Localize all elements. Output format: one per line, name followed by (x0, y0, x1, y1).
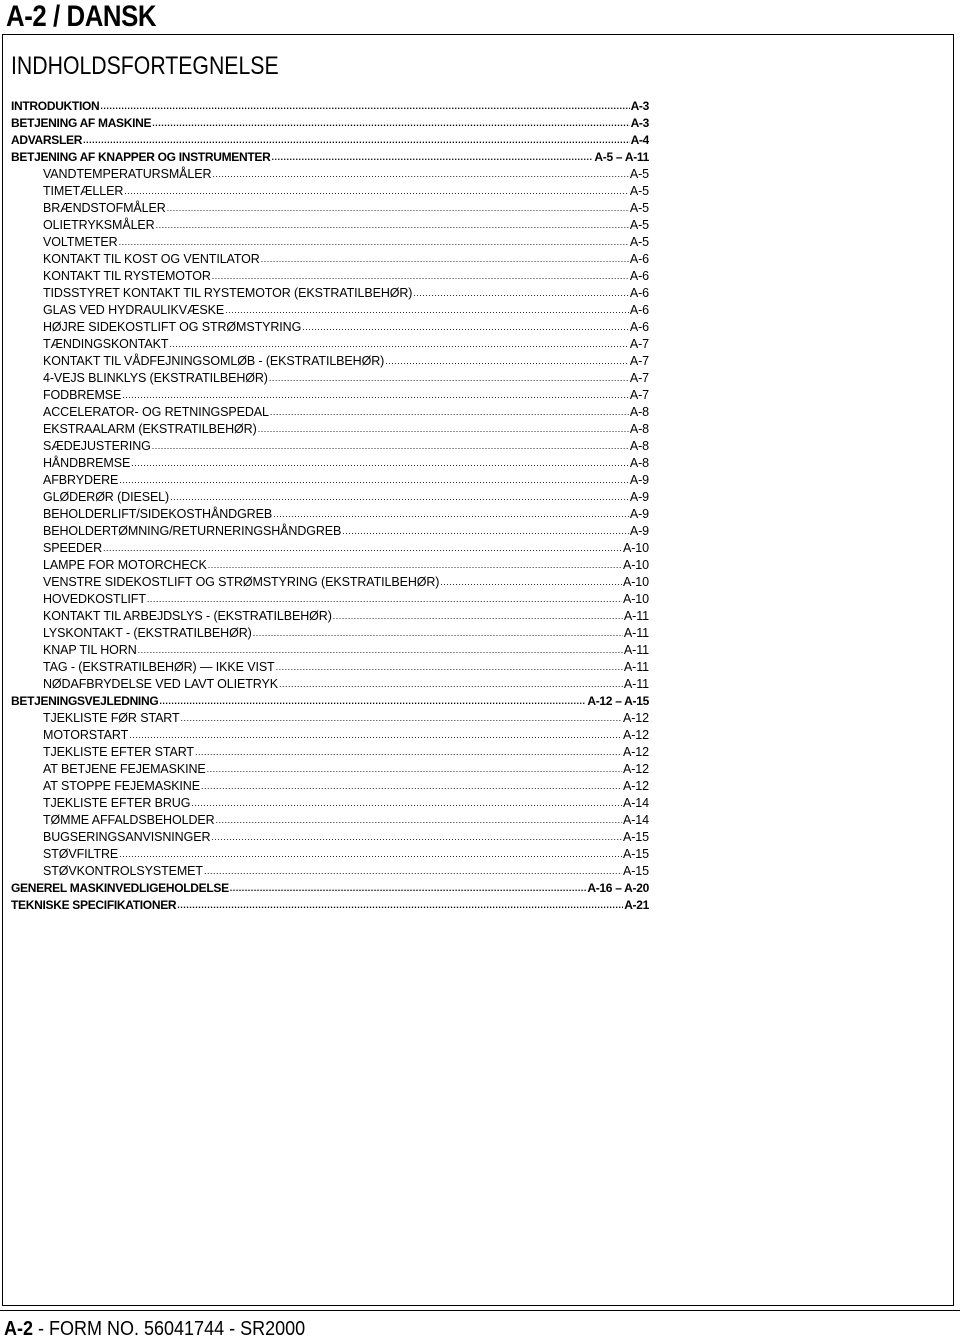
toc-entry-page: A-10 (622, 558, 649, 572)
toc-entry-title: BETJENING AF MASKINE (11, 116, 152, 130)
toc-leader-dots (211, 829, 622, 846)
toc-entry[interactable] (11, 540, 649, 557)
toc-entry-page: A-10 (622, 575, 649, 589)
toc-entry-title: TIMETÆLLER (43, 184, 124, 198)
toc-leader-dots (333, 608, 623, 625)
toc-entry-page: A-7 (629, 388, 649, 402)
toc-entry-page: A-12 (622, 711, 649, 725)
toc-entry-title: AFBRYDERE (43, 473, 119, 487)
toc-entry-title: GENEREL MASKINVEDLIGEHOLDELSE (11, 881, 229, 895)
toc-entry-title: ACCELERATOR- OG RETNINGSPEDAL (43, 405, 269, 419)
toc-entry-title: BRÆNDSTOFMÅLER (43, 201, 166, 215)
toc-entry-page: A-5 (629, 218, 649, 232)
toc-entry-title: TIDSSTYRET KONTAKT TIL RYSTEMOTOR (EKSTRATILBEHØR) (43, 286, 413, 300)
toc-entry[interactable] (11, 98, 649, 115)
toc-leader-dots (138, 642, 623, 659)
toc-entry[interactable] (11, 778, 649, 795)
toc-entry[interactable] (11, 710, 649, 727)
toc-entry-title: STØVFILTRE (43, 847, 119, 861)
toc-entry[interactable] (11, 336, 649, 353)
toc-entry[interactable] (11, 506, 649, 523)
toc-entry-title: KONTAKT TIL RYSTEMOTOR (43, 269, 211, 283)
toc-entry[interactable] (11, 251, 649, 268)
toc-entry[interactable] (11, 200, 649, 217)
toc-leader-dots (159, 693, 586, 710)
toc-entry-title: SÆDEJUSTERING (43, 439, 151, 453)
toc-entry-page: A-15 (622, 864, 649, 878)
toc-entry-page: A-14 (622, 813, 649, 827)
toc-entry-page: A-5 (629, 167, 649, 181)
toc-leader-dots (181, 710, 622, 727)
toc-leader-dots (385, 353, 629, 370)
toc-entry-page: A-12 (622, 762, 649, 776)
toc-entry-page: A-5 (629, 235, 649, 249)
toc-leader-dots (230, 880, 587, 897)
toc-entry-title: GLAS VED HYDRAULIKVÆSKE (43, 303, 225, 317)
toc-entry[interactable] (11, 880, 649, 897)
toc-leader-dots (119, 234, 629, 251)
toc-entry-page: A-6 (629, 252, 649, 266)
toc-entry[interactable] (11, 693, 649, 710)
toc-entry[interactable] (11, 285, 649, 302)
toc-leader-dots (170, 489, 629, 506)
table-of-contents (11, 98, 649, 914)
toc-leader-dots (195, 744, 622, 761)
toc-entry[interactable] (11, 846, 649, 863)
toc-entry-page: A-9 (629, 473, 649, 487)
toc-entry-page: A-15 (622, 830, 649, 844)
toc-entry-title: STØVKONTROLSYSTEMET (43, 864, 203, 878)
toc-entry[interactable] (11, 404, 649, 421)
toc-entry-page: A-10 (622, 592, 649, 606)
toc-entry[interactable] (11, 676, 649, 693)
toc-leader-dots (261, 251, 629, 268)
toc-entry-page: A-11 (623, 660, 649, 674)
toc-entry[interactable] (11, 115, 649, 132)
toc-entry-page: A-12 (622, 728, 649, 742)
toc-entry-title: 4-VEJS BLINKLYS (EKSTRATILBEHØR) (43, 371, 268, 385)
toc-entry[interactable] (11, 234, 649, 251)
toc-entry-page: A-7 (629, 371, 649, 385)
toc-leader-dots (271, 149, 593, 166)
page-footer (4, 1318, 305, 1341)
toc-entry[interactable] (11, 863, 649, 880)
toc-entry[interactable] (11, 795, 649, 812)
toc-entry-title: FODBREMSE (43, 388, 122, 402)
toc-leader-dots (204, 863, 622, 880)
toc-entry-title: BEHOLDERTØMNING/RETURNERINGSHÅNDGREB (43, 524, 342, 538)
toc-entry-title: ADVARSLER (11, 133, 83, 147)
toc-leader-dots (191, 795, 622, 812)
toc-entry[interactable] (11, 642, 649, 659)
toc-entry-page: A-21 (624, 898, 649, 912)
toc-entry[interactable] (11, 744, 649, 761)
toc-leader-dots (119, 472, 629, 489)
toc-leader-dots (273, 506, 629, 523)
toc-entry-title: VANDTEMPERATURSMÅLER (43, 167, 212, 181)
toc-entry[interactable] (11, 608, 649, 625)
toc-entry-page: A-8 (629, 422, 649, 436)
toc-entry[interactable] (11, 727, 649, 744)
toc-leader-dots (413, 285, 628, 302)
toc-entry[interactable] (11, 319, 649, 336)
toc-leader-dots (216, 812, 622, 829)
toc-entry-page: A-7 (629, 354, 649, 368)
toc-entry[interactable] (11, 149, 649, 166)
toc-leader-dots (440, 574, 622, 591)
toc-entry-page: A-3 (630, 116, 649, 130)
toc-entry-title: KONTAKT TIL ARBEJDSLYS - (EKSTRATILBEHØR) (43, 609, 332, 623)
toc-entry-page: A-12 (622, 779, 649, 793)
toc-entry-page: A-6 (629, 320, 649, 334)
toc-entry-page: A-14 (622, 796, 649, 810)
toc-entry-title: TAG - (EKSTRATILBEHØR) — IKKE VIST (43, 660, 275, 674)
toc-entry[interactable] (11, 370, 649, 387)
toc-entry-title: VENSTRE SIDEKOSTLIFT OG STRØMSTYRING (EKSTRATILBEHØR) (43, 575, 440, 589)
toc-entry-title: LAMPE FOR MOTORCHECK (43, 558, 207, 572)
toc-entry-title: VOLTMETER (43, 235, 118, 249)
toc-entry[interactable] (11, 472, 649, 489)
toc-entry-page: A-7 (629, 337, 649, 351)
toc-entry-title: TÆNDINGSKONTAKT (43, 337, 169, 351)
toc-leader-dots (276, 659, 623, 676)
toc-entry-title: BEHOLDERLIFT/SIDEKOSTHÅNDGREB (43, 507, 273, 521)
toc-entry[interactable] (11, 523, 649, 540)
toc-entry[interactable] (11, 455, 649, 472)
toc-entry-title: OLIETRYKSMÅLER (43, 218, 155, 232)
toc-entry-page: A-9 (629, 524, 649, 538)
toc-entry-page: A-3 (630, 99, 649, 113)
toc-entry-page: A-8 (629, 456, 649, 470)
toc-entry-page: A-15 (622, 847, 649, 861)
toc-entry-page: A-16 – A-20 (587, 881, 649, 895)
toc-entry[interactable] (11, 897, 649, 914)
toc-entry[interactable] (11, 829, 649, 846)
toc-entry-page: A-4 (630, 133, 649, 147)
toc-entry-page: A-11 (623, 643, 649, 657)
toc-entry[interactable] (11, 489, 649, 506)
toc-leader-dots (152, 115, 629, 132)
toc-leader-dots (207, 761, 622, 778)
toc-entry-title: GLØDERØR (DIESEL) (43, 490, 170, 504)
toc-entry-page: A-12 – A-15 (587, 694, 649, 708)
footer-rule (0, 1310, 960, 1311)
toc-entry[interactable] (11, 183, 649, 200)
toc-leader-dots (177, 897, 623, 914)
toc-entry-title: SPEEDER (43, 541, 103, 555)
toc-title: INDHOLDSFORTEGNELSE (11, 52, 279, 80)
toc-entry[interactable] (11, 353, 649, 370)
toc-entry-page: A-6 (629, 303, 649, 317)
toc-entry-title: BETJENINGSVEJLEDNING (11, 694, 159, 708)
toc-entry-title: KNAP TIL HORN (43, 643, 137, 657)
toc-entry-page: A-8 (629, 405, 649, 419)
toc-leader-dots (258, 421, 629, 438)
toc-entry-title: KONTAKT TIL KOST OG VENTILATOR (43, 252, 260, 266)
toc-leader-dots (129, 727, 622, 744)
toc-entry[interactable] (11, 302, 649, 319)
toc-entry[interactable] (11, 557, 649, 574)
toc-entry-title: BUGSERINGSANVISNINGER (43, 830, 211, 844)
toc-entry-title: TJEKLISTE FØR START (43, 711, 180, 725)
toc-entry-page: A-5 (629, 184, 649, 198)
toc-leader-dots (270, 404, 629, 421)
toc-entry-page: A-11 (623, 609, 649, 623)
toc-leader-dots (83, 132, 629, 149)
toc-entry[interactable] (11, 812, 649, 829)
toc-entry-title: TEKNISKE SPECIFIKATIONER (11, 898, 177, 912)
toc-leader-dots (225, 302, 629, 319)
footer-form-number: - FORM NO. 56041744 - SR2000 (33, 1318, 306, 1340)
toc-entry[interactable] (11, 421, 649, 438)
toc-entry-page: A-9 (629, 490, 649, 504)
toc-leader-dots (152, 438, 629, 455)
toc-entry[interactable] (11, 217, 649, 234)
toc-entry[interactable] (11, 132, 649, 149)
toc-entry-page: A-11 (623, 626, 649, 640)
toc-entry-title: HÅNDBREMSE (43, 456, 131, 470)
toc-leader-dots (169, 336, 628, 353)
toc-entry-page: A-12 (622, 745, 649, 759)
toc-entry[interactable] (11, 268, 649, 285)
page-header-title: A-2 / DANSK (6, 0, 157, 33)
toc-entry-title: MOTORSTART (43, 728, 129, 742)
toc-entry-title: TJEKLISTE EFTER BRUG (43, 796, 191, 810)
toc-entry-page: A-5 – A-11 (594, 150, 649, 164)
toc-leader-dots (201, 778, 622, 795)
toc-leader-dots (122, 387, 629, 404)
toc-entry[interactable] (11, 574, 649, 591)
toc-entry[interactable] (11, 387, 649, 404)
toc-entry-title: HOVEDKOSTLIFT (43, 592, 146, 606)
toc-leader-dots (100, 98, 629, 115)
toc-entry-page: A-10 (622, 541, 649, 555)
toc-leader-dots (208, 557, 622, 574)
toc-entry-page: A-6 (629, 286, 649, 300)
toc-leader-dots (124, 183, 629, 200)
toc-entry-title: LYSKONTAKT - (EKSTRATILBEHØR) (43, 626, 252, 640)
toc-entry[interactable] (11, 625, 649, 642)
toc-leader-dots (167, 200, 629, 217)
toc-entry-page: A-8 (629, 439, 649, 453)
toc-entry-title: TØMME AFFALDSBEHOLDER (43, 813, 215, 827)
toc-entry-title: KONTAKT TIL VÅDFEJNINGSOMLØB - (EKSTRATILBEHØR) (43, 354, 385, 368)
toc-entry-title: TJEKLISTE EFTER START (43, 745, 194, 759)
toc-entry[interactable] (11, 438, 649, 455)
toc-leader-dots (103, 540, 622, 557)
toc-leader-dots (147, 591, 622, 608)
toc-entry-title: INTRODUKTION (11, 99, 100, 113)
toc-leader-dots (279, 676, 623, 693)
toc-leader-dots (131, 455, 629, 472)
toc-entry-page: A-6 (629, 269, 649, 283)
toc-entry-title: EKSTRAALARM (EKSTRATILBEHØR) (43, 422, 257, 436)
toc-entry[interactable] (11, 591, 649, 608)
toc-leader-dots (342, 523, 629, 540)
toc-leader-dots (269, 370, 629, 387)
toc-entry-title: NØDAFBRYDELSE VED LAVT OLIETRYK (43, 677, 278, 691)
toc-entry[interactable] (11, 761, 649, 778)
toc-entry-page: A-5 (629, 201, 649, 215)
toc-entry-title: AT STOPPE FEJEMASKINE (43, 779, 200, 793)
toc-leader-dots (212, 268, 629, 285)
footer-page-number: A-2 (4, 1318, 34, 1340)
toc-leader-dots (253, 625, 623, 642)
toc-entry-title: BETJENING AF KNAPPER OG INSTRUMENTER (11, 150, 271, 164)
toc-entry-title: AT BETJENE FEJEMASKINE (43, 762, 206, 776)
toc-entry[interactable] (11, 166, 649, 183)
toc-entry-page: A-9 (629, 507, 649, 521)
toc-leader-dots (302, 319, 629, 336)
toc-leader-dots (156, 217, 629, 234)
toc-entry-page: A-11 (623, 677, 649, 691)
toc-entry-title: HØJRE SIDEKOSTLIFT OG STRØMSTYRING (43, 320, 302, 334)
toc-entry[interactable] (11, 659, 649, 676)
toc-leader-dots (119, 846, 622, 863)
toc-leader-dots (212, 166, 628, 183)
